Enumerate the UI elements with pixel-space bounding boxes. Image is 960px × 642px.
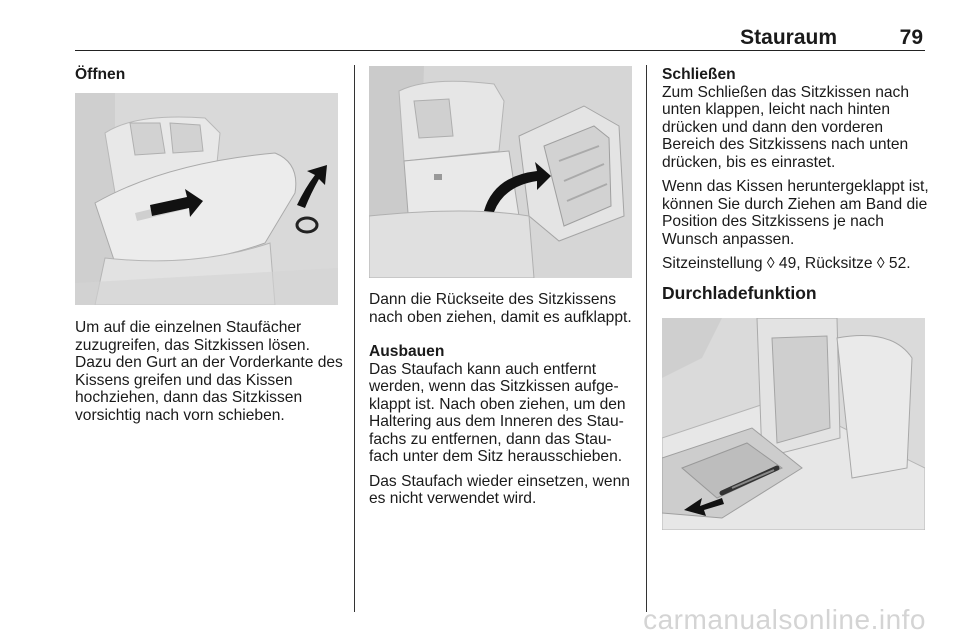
- seat-cushion-flipped-illustration: [369, 66, 632, 278]
- paragraph-ausbauen: Das Staufach kann auch entfernt werden, wenn das Sitzkissen aufge‐klappt ist. Nach oben ziehen, um den Haltering aus dem Inneren des Stau‐fachs zu entfernen, dann das Stau‐fach unter dem Sitz herausschieben.: [369, 360, 626, 465]
- column-1-text: [75, 319, 343, 431]
- column-1: [75, 66, 343, 84]
- page-header: [75, 22, 925, 51]
- column-divider: [354, 65, 355, 612]
- heading-oeffnen: Öffnen: [75, 66, 126, 83]
- page-number: 79: [899, 26, 923, 49]
- paragraph-schliessen: Zum Schließen das Sitzkissen nach unten klappen, leicht nach hinten drücken und dann den vorderen Bereich des Sitzkissens nach unten drücken, bis es einrastet.: [662, 83, 910, 171]
- through-load-illustration: [662, 318, 925, 530]
- paragraph-oeffnen: Um auf die einzelnen Staufächer zuzugreifen, das Sitzkissen lösen. Dazu den Gurt an der Vorderkante des Kissens greifen und das Kissen hochziehen, dann das Sitzkissen vorsichtig nach vorn schieben.: [75, 319, 343, 424]
- heading-durchladefunktion: Durchladefunktion: [662, 282, 817, 303]
- seat-cushion-open-illustration: [75, 93, 338, 305]
- paragraph-einsetzen: Das Staufach wieder einsetzen, wenn es nicht verwendet wird.: [369, 472, 630, 507]
- column-2-text: [369, 291, 637, 515]
- paragraph-verweise: Sitzeinstellung ◊ 49, Rücksitze ◊ 52.: [662, 255, 911, 272]
- section-title: Stauraum: [740, 26, 837, 49]
- heading-schliessen: Schließen: [662, 66, 736, 83]
- watermark: carmanualsonline.info: [643, 604, 926, 635]
- column-3-text: [662, 66, 930, 302]
- heading-ausbauen: Ausbauen: [369, 343, 445, 360]
- paragraph-kissen: Wenn das Kissen heruntergeklappt ist, können Sie durch Ziehen am Band die Position des Sitzkissens je nach Wunsch anpassen.: [662, 178, 929, 248]
- paragraph-aufklappen: Dann die Rückseite des Sitzkissens nach oben ziehen, damit es aufklappt.: [369, 291, 632, 326]
- column-divider: [646, 65, 647, 612]
